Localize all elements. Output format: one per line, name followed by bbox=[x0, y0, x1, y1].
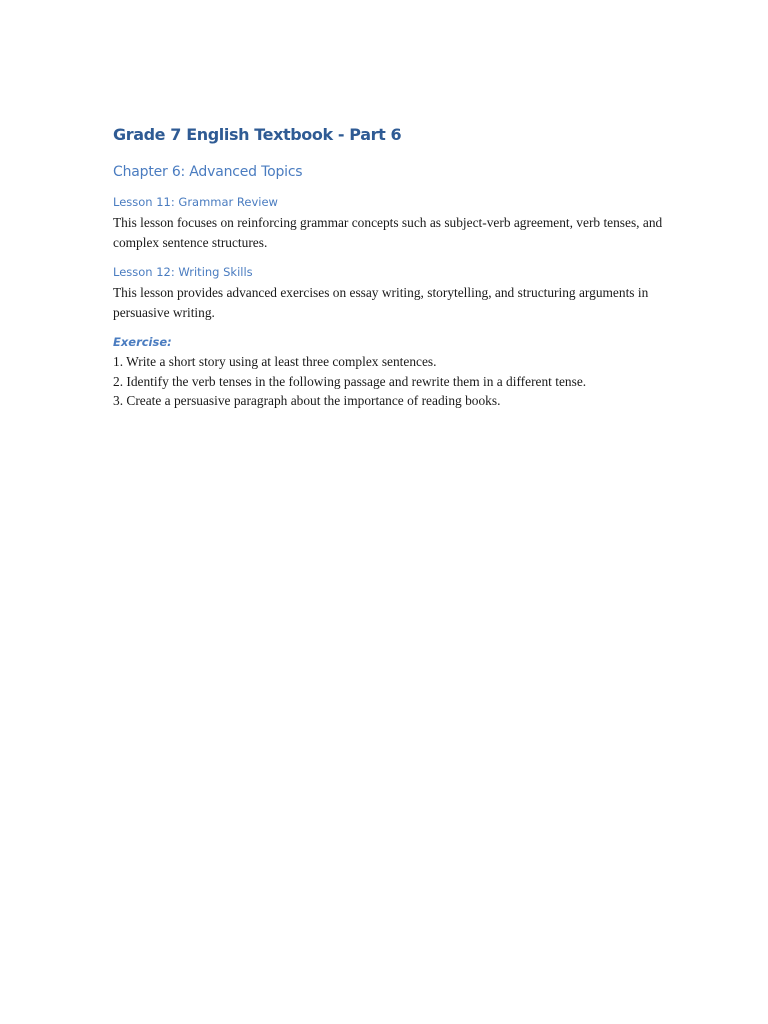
document-title: Grade 7 English Textbook - Part 6 bbox=[113, 125, 402, 144]
document-content bbox=[113, 124, 673, 411]
chapter-heading: Chapter 6: Advanced Topics bbox=[113, 164, 303, 180]
exercise-list bbox=[113, 352, 673, 411]
lesson-section-12 bbox=[113, 264, 673, 323]
exercise-item: 1. Write a short story using at least three complex sentences. bbox=[113, 354, 437, 369]
exercise-heading: Exercise: bbox=[113, 335, 172, 349]
exercise-section bbox=[113, 334, 673, 411]
exercise-item: 2. Identify the verb tenses in the following passage and rewrite them in a different tense. bbox=[113, 373, 587, 389]
lesson-heading: Lesson 11: Grammar Review bbox=[113, 195, 278, 209]
lesson-heading: Lesson 12: Writing Skills bbox=[113, 265, 253, 279]
lesson-body: This lesson focuses on reinforcing grammar concepts such as subject-verb agreement, verb tenses, and complex sentence structures. bbox=[113, 215, 663, 250]
lesson-body: This lesson provides advanced exercises on essay writing, storytelling, and structuring arguments in persuasive writing. bbox=[113, 285, 649, 320]
exercise-item: 3. Create a persuasive paragraph about the importance of reading books. bbox=[113, 393, 501, 408]
lesson-section-11 bbox=[113, 194, 673, 253]
